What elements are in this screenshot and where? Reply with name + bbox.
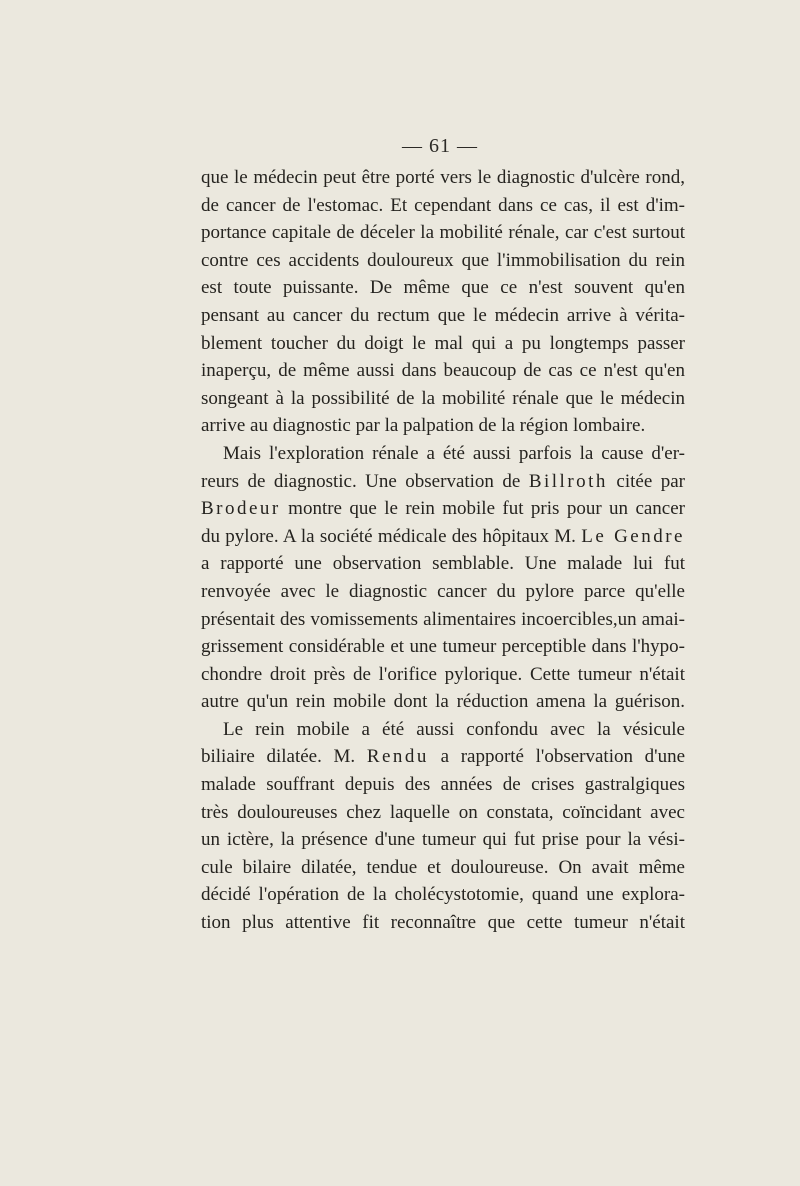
author-name: Billroth bbox=[528, 470, 608, 492]
text-line: décidé l'opération de la cholécystotomie, quand une explora- bbox=[201, 884, 685, 906]
text-line: contre ces accidents douloureux que l'immobilisation du rein bbox=[201, 249, 685, 271]
text-line: présentait des vomissements alimentaires incoercibles,un amai- bbox=[201, 608, 685, 630]
text-line: grissement considérable et une tumeur perceptible dans l'hypo- bbox=[201, 636, 685, 658]
text-line bbox=[201, 495, 685, 523]
text-line: autre qu'un rein mobile dont la réduction amena la guérison. bbox=[201, 691, 685, 713]
text-line: pensant au cancer du rectum que le médecin arrive à vérita- bbox=[201, 304, 685, 326]
page-number: — 61 — bbox=[402, 135, 478, 157]
text-line: est toute puissante. De même que ce n'est souvent qu'en bbox=[201, 277, 685, 299]
text-line: Le rein mobile a été aussi confondu avec la vésicule bbox=[223, 718, 685, 740]
text-fragment: du pylore. A la société médicale des hôpitaux M. bbox=[201, 525, 582, 547]
text-line: arrive au diagnostic par la palpation de la région lombaire. bbox=[201, 415, 646, 437]
text-line: a rapporté une observation semblable. Une malade lui fut bbox=[201, 553, 685, 575]
text-line: tion plus attentive fit reconnaître que cette tumeur n'était bbox=[201, 912, 685, 934]
text-fragment: reurs de diagnostic. Une observation de bbox=[201, 470, 529, 492]
text-line: Mais l'exploration rénale a été aussi parfois la cause d'er- bbox=[223, 442, 685, 464]
text-fragment: a rapporté l'observation d'une bbox=[428, 746, 686, 768]
text-fragment: biliaire dilatée. M. bbox=[201, 746, 367, 768]
author-name: Rendu bbox=[366, 746, 429, 768]
body-text bbox=[201, 164, 685, 937]
text-line: blement toucher du doigt le mal qui a pu longtemps passer bbox=[201, 332, 685, 354]
text-fragment: montre que le rein mobile fut pris pour un cancer bbox=[280, 498, 685, 520]
text-line: de cancer de l'estomac. Et cependant dans ce cas, il est d'im- bbox=[201, 194, 685, 216]
text-line: chondre droit près de l'orifice pylorique. Cette tumeur n'était bbox=[201, 663, 685, 685]
text-line: que le médecin peut être porté vers le diagnostic d'ulcère rond, bbox=[201, 167, 685, 188]
text-line: inaperçu, de même aussi dans beaucoup de cas ce n'est qu'en bbox=[201, 360, 685, 382]
text-line: renvoyée avec le diagnostic cancer du pylore parce qu'elle bbox=[201, 580, 685, 602]
text-line: un ictère, la présence d'une tumeur qui fut prise pour la vési- bbox=[201, 829, 685, 851]
author-name: Le Gendre bbox=[581, 525, 685, 547]
text-line: songeant à la possibilité de la mobilité rénale que le médecin bbox=[201, 387, 685, 409]
text-line bbox=[201, 523, 685, 551]
text-line bbox=[201, 743, 685, 771]
text-line: cule bilaire dilatée, tendue et douloureuse. On avait même bbox=[201, 856, 685, 878]
text-line bbox=[201, 468, 685, 496]
text-line: malade souffrant depuis des années de crises gastralgiques bbox=[201, 774, 685, 796]
text-fragment: citée par bbox=[607, 470, 685, 492]
text-line: portance capitale de déceler la mobilité rénale, car c'est surtout bbox=[201, 222, 685, 244]
author-name: Brodeur bbox=[201, 498, 281, 520]
text-line: très douloureuses chez laquelle on constata, coïncidant avec bbox=[201, 801, 685, 823]
